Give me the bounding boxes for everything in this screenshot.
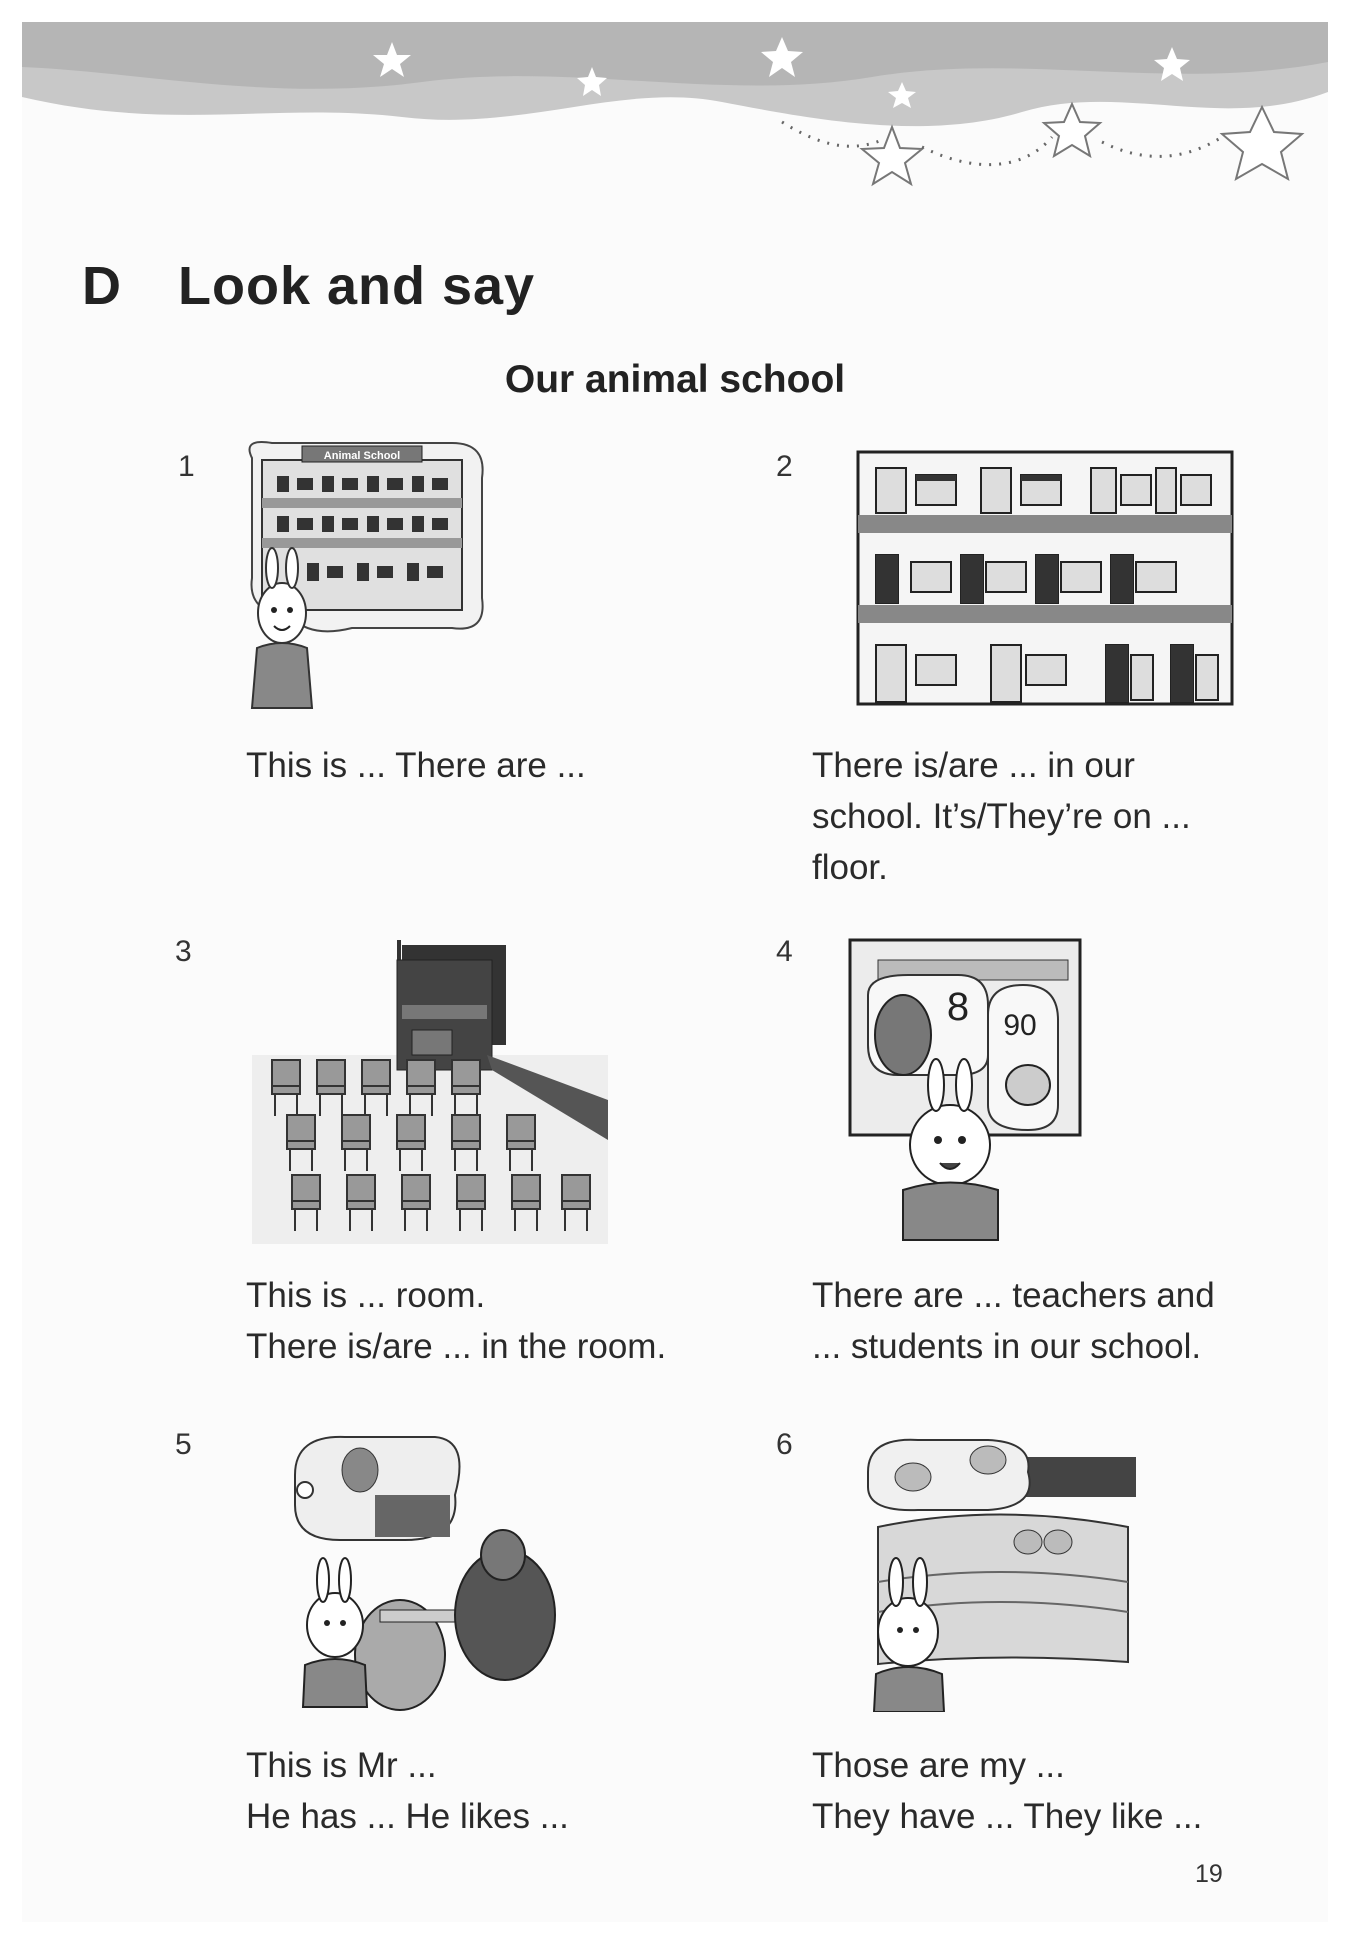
caption-line: There are ... teachers and <box>812 1276 1215 1315</box>
star-icon <box>1222 107 1302 179</box>
caption-line: This is Mr ... <box>246 1746 437 1785</box>
school-sign: Animal School <box>323 450 401 462</box>
caption-line: school. It’s/They’re on ... <box>812 797 1191 836</box>
panel-4-caption <box>812 1270 1215 1372</box>
panel-1-illustration <box>232 438 492 718</box>
panel-6-caption <box>812 1740 1202 1842</box>
panel-2-illustration <box>856 450 1234 706</box>
caption-line: He has ... He likes ... <box>246 1797 569 1836</box>
panel-1-caption <box>246 740 586 791</box>
panel-5-illustration <box>285 1425 575 1715</box>
panel-3-caption <box>246 1270 666 1372</box>
panel-4-illustration <box>848 935 1094 1245</box>
panel-6-illustration <box>858 1432 1136 1712</box>
panel-5-number: 5 <box>175 1428 192 1461</box>
panel-2-number: 2 <box>776 450 793 483</box>
section-title: Look and say <box>178 256 536 316</box>
star-banner <box>22 22 1328 222</box>
caption-line: There is/are ... in the room. <box>246 1327 667 1366</box>
caption-line: This is ... room. <box>246 1276 486 1315</box>
students-number: 90 <box>1003 1009 1037 1042</box>
panel-3-illustration <box>252 940 608 1244</box>
caption-line: They have ... They like ... <box>812 1797 1203 1836</box>
panel-4-number: 4 <box>776 935 793 968</box>
star-icon <box>1044 104 1100 156</box>
panel-1-number: 1 <box>178 450 195 483</box>
caption-line: floor. <box>812 848 888 887</box>
caption-line: This is ... There are ... <box>246 746 586 785</box>
section-letter: D <box>82 256 121 316</box>
caption-line: Those are my ... <box>812 1746 1065 1785</box>
caption-line: ... students in our school. <box>812 1327 1202 1366</box>
page-number: 19 <box>1195 1860 1223 1888</box>
panel-5-caption <box>246 1740 569 1842</box>
star-icon <box>862 127 922 184</box>
page-subtitle: Our animal school <box>504 358 846 401</box>
panel-2-caption <box>812 740 1191 893</box>
panel-3-number: 3 <box>175 935 192 968</box>
caption-line: There is/are ... in our <box>812 746 1135 785</box>
panel-6-number: 6 <box>776 1428 793 1461</box>
teachers-number: 8 <box>946 985 970 1029</box>
